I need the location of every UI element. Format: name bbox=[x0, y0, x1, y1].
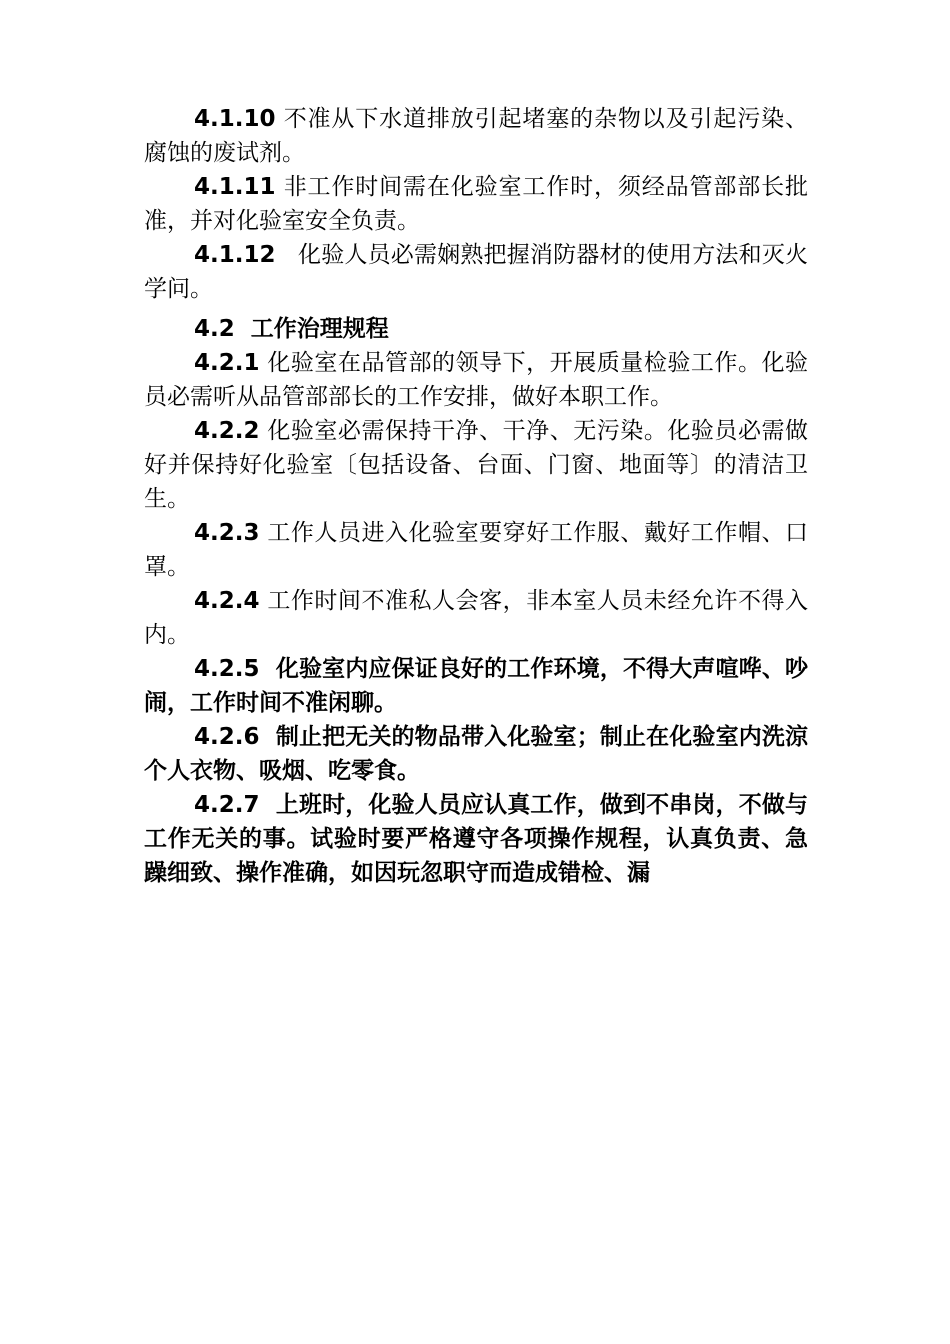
clause-text: 不准从下水道排放引起堵塞的杂物以及引起污染、腐蚀的废试剂。 bbox=[144, 106, 809, 166]
document-body bbox=[144, 102, 808, 890]
paragraph-4-1-12 bbox=[144, 238, 808, 306]
clause-text: 工作时间不准私人会客，非本室人员未经允许不得入内。 bbox=[144, 588, 809, 648]
clause-number: 4.2.5 bbox=[194, 656, 260, 682]
clause-text: 化验室在品管部的领导下，开展质量检验工作。化验员必需听从品管部部长的工作安排，做好本职工作。 bbox=[144, 350, 809, 410]
clause-number: 4.2.4 bbox=[194, 588, 260, 614]
clause-text: 化验室内应保证良好的工作环境，不得大声喧哗、吵闹，工作时间不准闲聊。 bbox=[144, 656, 809, 716]
section-title: 工作治理规程 bbox=[250, 316, 389, 342]
clause-number: 4.2.2 bbox=[194, 418, 260, 444]
clause-number: 4.2.1 bbox=[194, 350, 260, 376]
rule-4-2-1 bbox=[144, 346, 808, 414]
section-number: 4.2 bbox=[194, 316, 235, 342]
clause-text: 化验人员必需娴熟把握消防器材的使用方法和灭火学问。 bbox=[144, 242, 809, 302]
clause-text: 工作人员进入化验室要穿好工作服、戴好工作帽、口罩。 bbox=[144, 520, 809, 580]
paragraph-4-1-11 bbox=[144, 170, 808, 238]
clause-number: 4.1.10 bbox=[194, 106, 276, 132]
clause-text: 非工作时间需在化验室工作时，须经品管部部长批准，并对化验室安全负责。 bbox=[144, 174, 809, 234]
clause-number: 4.2.6 bbox=[194, 724, 260, 750]
rule-4-2-5 bbox=[144, 652, 808, 720]
rule-4-2-6 bbox=[144, 720, 808, 788]
rule-4-2-2 bbox=[144, 414, 808, 516]
clause-number: 4.2.7 bbox=[194, 792, 260, 818]
rule-4-2-3 bbox=[144, 516, 808, 584]
rule-4-2-7 bbox=[144, 788, 808, 890]
clause-number: 4.1.12 bbox=[194, 242, 276, 268]
clause-text: 上班时，化验人员应认真工作，做到不串岗，不做与工作无关的事。试验时要严格遵守各项操作规程，认真负责、急躁细致、操作准确，如因玩忽职守而造成错检、漏 bbox=[144, 792, 809, 886]
section-heading bbox=[144, 312, 808, 346]
clause-text: 化验室必需保持干净、干净、无污染。化验员必需做好并保持好化验室〔包括设备、台面、门窗、地面等〕的清洁卫生。 bbox=[144, 418, 809, 512]
paragraph-4-1-10 bbox=[144, 102, 808, 170]
clause-number: 4.1.11 bbox=[194, 174, 276, 200]
clause-text: 制止把无关的物品带入化验室；制止在化验室内洗涼个人衣物、吸烟、吃零食。 bbox=[144, 724, 809, 784]
clause-number: 4.2.3 bbox=[194, 520, 260, 546]
rule-4-2-4 bbox=[144, 584, 808, 652]
